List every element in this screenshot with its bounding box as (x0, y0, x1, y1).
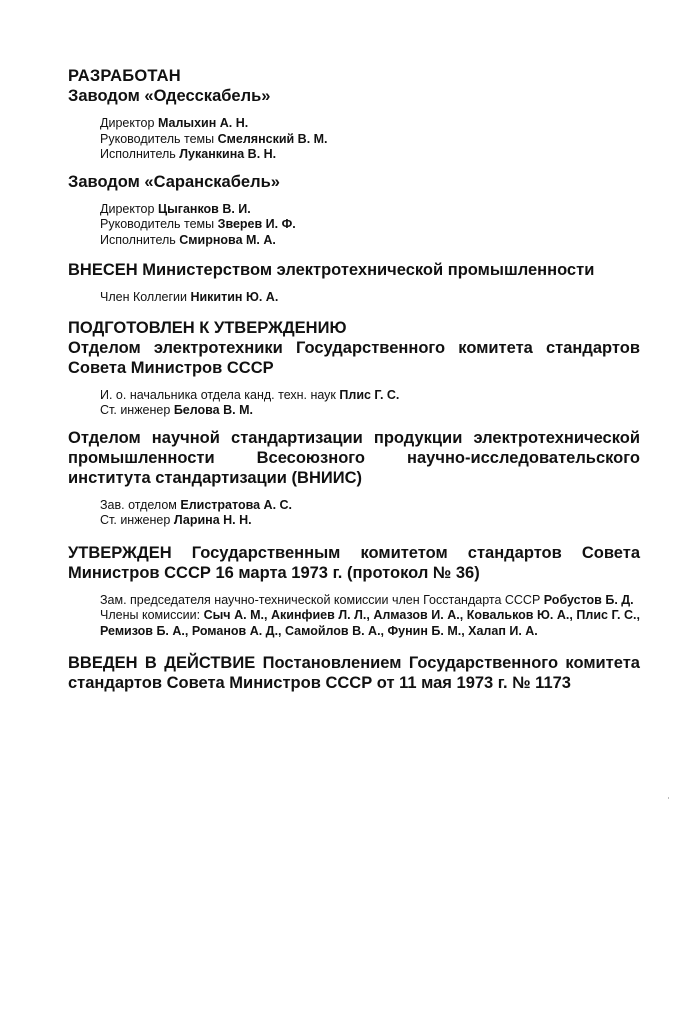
person-role: И. о. начальника отдела канд. техн. наук (100, 387, 336, 402)
person-name: Луканкина В. Н. (179, 147, 277, 161)
person-name: Плис Г. С. (339, 387, 400, 402)
approved-heading: УТВЕРЖДЕН (68, 543, 172, 562)
person-role: Ст. инженер (100, 403, 171, 417)
introduced-text: Министерством электротехнической промышленности (142, 261, 595, 279)
deputy-line (100, 593, 640, 609)
deputy-name: Робустов Б. Д. (543, 592, 634, 607)
person-role: Исполнитель (100, 147, 176, 161)
person-line (100, 147, 640, 163)
members-label: Члены комиссии: (100, 608, 201, 622)
scan-speck (668, 797, 669, 799)
members-line (100, 608, 640, 639)
approved-line (68, 543, 640, 583)
person-role: Зав. отделом (100, 497, 177, 512)
person-role: Член Коллегии (100, 290, 187, 304)
approved-section (68, 543, 640, 640)
approved-text: Государственным комитетом стандартов Совета Министров СССР 16 марта 1973 г. (протокол № 36) (68, 543, 640, 582)
person-name: Смелянский В. М. (217, 131, 328, 146)
person-line (100, 233, 640, 249)
prepared-section (68, 318, 640, 529)
members-names: Сыч А. М., Акинфиев Л. Л., Алмазов И. А., Ковальков Ю. А., Плис Г. С., Ремизов Б. А., Романов А. Д., Самойлов В. А., Фунин Б. М., Халап И. А. (100, 608, 640, 638)
person-role: Руководитель темы (100, 131, 215, 146)
prepared-heading: ПОДГОТОВЛЕН К УТВЕРЖДЕНИЮ (68, 318, 347, 337)
document-page (68, 66, 640, 693)
prepared-org2-name: Отделом научной стандартизации продукции электротехнической промышленности Всесоюзного научно-исследовательского института стандартизации (ВНИИС) (68, 428, 640, 487)
person-line (100, 132, 640, 148)
person-role: Директор (100, 201, 155, 216)
introduced-heading: ВНЕСЕН (68, 261, 138, 279)
person-line (100, 202, 640, 218)
deputy-role: Зам. председателя научно-технической комиссии член Госстандарта СССР (100, 592, 541, 607)
person-line (100, 217, 640, 233)
developed-org2-people (100, 202, 640, 249)
developed-heading: РАЗРАБОТАН (68, 67, 181, 85)
approved-commission (100, 593, 640, 640)
prepared-org1-name: Отделом электротехники Государственного комитета стандартов Совета Министров СССР (68, 338, 640, 377)
enacted-line (68, 653, 640, 693)
person-name: Ларина Н. Н. (173, 513, 252, 527)
enacted-heading: ВВЕДЕН В ДЕЙСТВИЕ (68, 654, 256, 672)
person-role: Руководитель темы (100, 217, 215, 231)
developed-section (68, 66, 640, 248)
developed-org2-name: Заводом «Саранскабель» (68, 172, 280, 191)
prepared-org2-people (100, 498, 640, 529)
person-role: Исполнитель (100, 232, 176, 247)
person-line (100, 116, 640, 132)
prepared-org1-people (100, 388, 640, 419)
enacted-text: Постановлением Государственного комитета стандартов Совета Министров СССР от 11 мая 1973 г. № 1173 (68, 654, 640, 692)
person-role: Ст. инженер (100, 513, 171, 527)
introduced-section (68, 260, 640, 306)
person-line (100, 498, 640, 514)
person-name: Малыхин А. Н. (157, 116, 249, 130)
person-name: Никитин Ю. А. (190, 290, 279, 304)
person-role: Директор (100, 116, 155, 130)
person-line (100, 403, 640, 419)
developed-org1-people (100, 116, 640, 163)
person-name: Зверев И. Ф. (217, 217, 296, 231)
introduced-line (68, 260, 640, 280)
introduced-people (100, 290, 640, 306)
person-line (100, 290, 640, 306)
person-name: Цыганков В. И. (157, 201, 251, 216)
person-line (100, 513, 640, 529)
person-name: Смирнова М. А. (179, 232, 276, 247)
enacted-section (68, 653, 640, 693)
person-name: Елистратова А. С. (180, 497, 293, 512)
developed-org1-name: Заводом «Одесскабель» (68, 87, 271, 105)
person-name: Белова В. М. (173, 403, 253, 417)
person-line (100, 388, 640, 404)
